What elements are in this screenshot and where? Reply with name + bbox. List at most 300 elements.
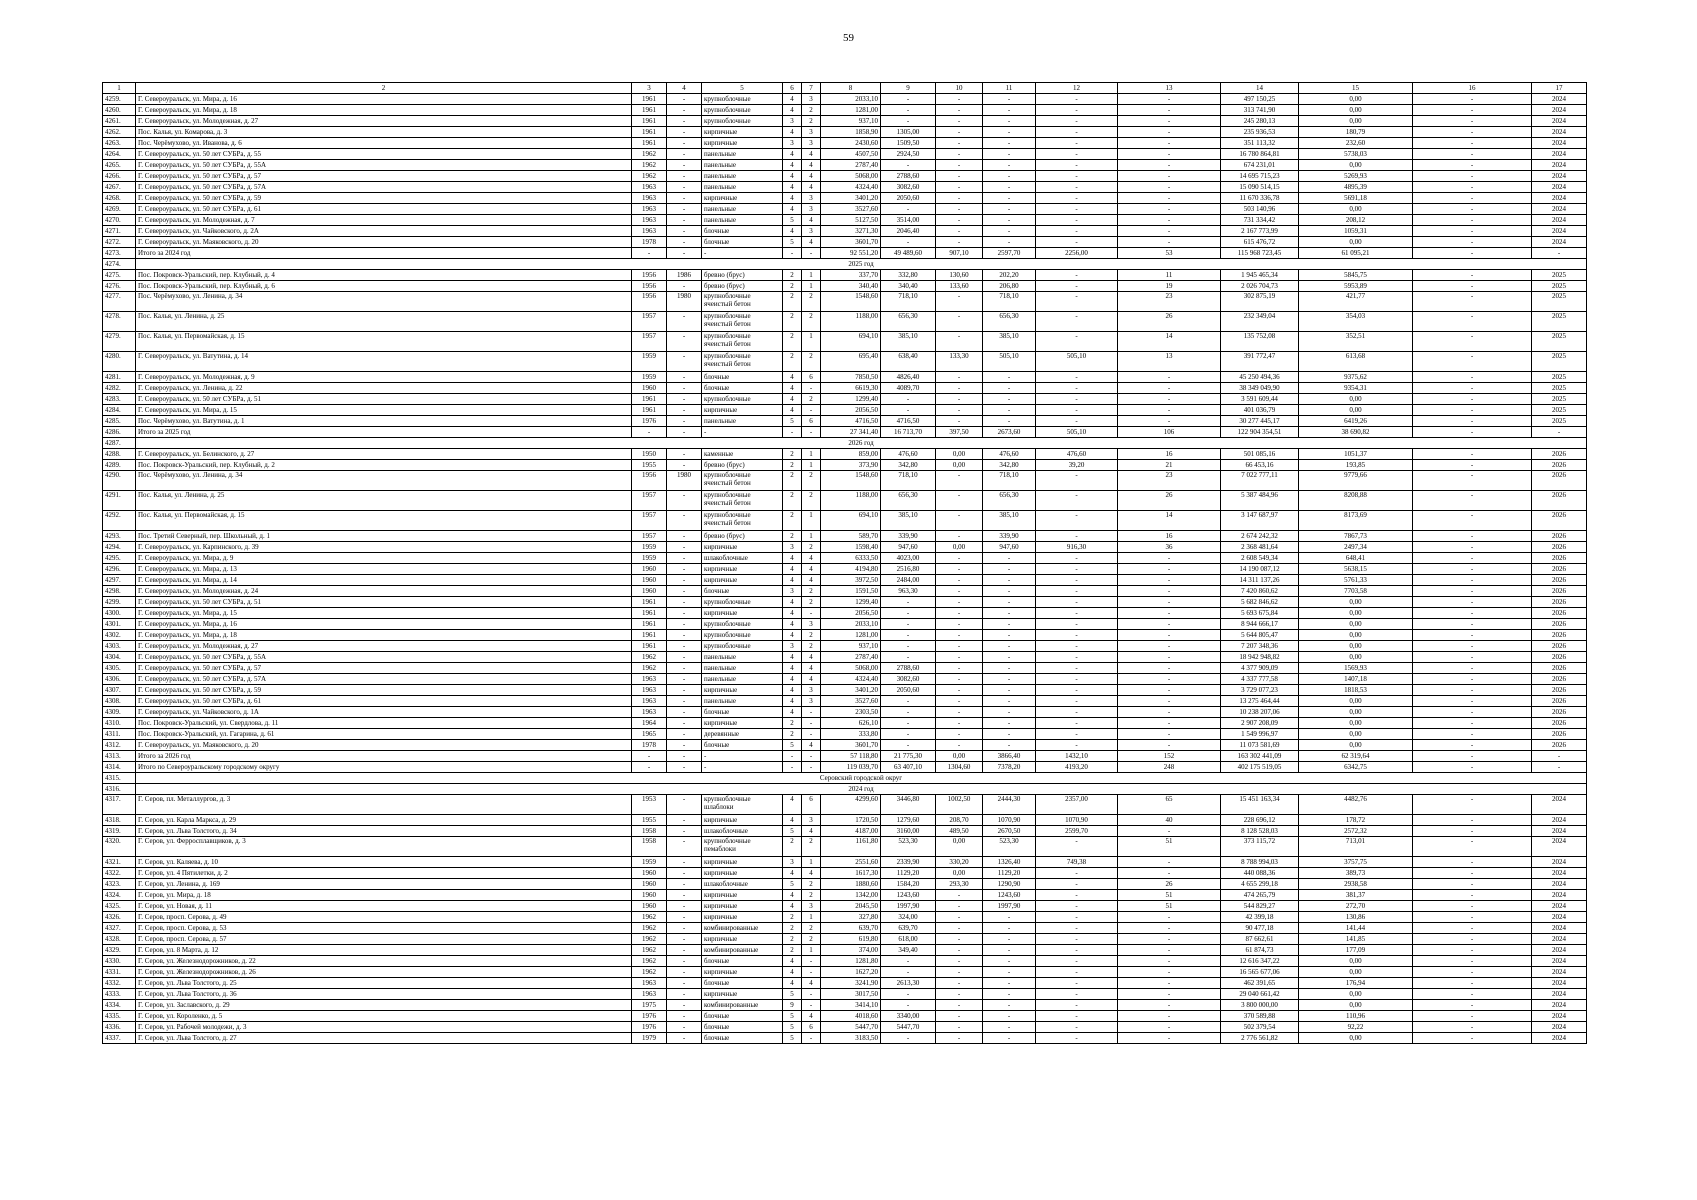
cost-per-sqm: 0,00 xyxy=(1299,707,1413,718)
cost-per-sqm: 3757,75 xyxy=(1299,857,1413,868)
residential-area: - xyxy=(881,394,936,405)
area-private: 342,80 xyxy=(983,460,1036,471)
area-municipal: - xyxy=(936,127,983,138)
col-16: - xyxy=(1413,707,1532,718)
area-municipal: - xyxy=(936,491,983,511)
entrances: - xyxy=(802,1000,821,1011)
build-year: 1961 xyxy=(632,105,667,116)
area-other: - xyxy=(1036,491,1118,511)
residents: - xyxy=(1118,826,1221,837)
area-other: - xyxy=(1036,215,1118,226)
build-year: - xyxy=(632,751,667,762)
area-private: - xyxy=(983,171,1036,182)
table-row xyxy=(103,685,1587,696)
total-area: 5068,00 xyxy=(821,171,881,182)
header-cell: 8 xyxy=(821,83,881,94)
table-row xyxy=(103,564,1587,575)
col-16: - xyxy=(1413,372,1532,383)
reconstruction-year: - xyxy=(667,352,702,372)
wall-material: кирпичные xyxy=(702,815,783,826)
residential-area: 638,40 xyxy=(881,352,936,372)
build-year: 1959 xyxy=(632,542,667,553)
cost-per-sqm: 0,00 xyxy=(1299,696,1413,707)
area-other: 505,10 xyxy=(1036,352,1118,372)
cost-estimate: 38 349 049,90 xyxy=(1221,383,1299,394)
table-row xyxy=(103,182,1587,193)
section-title: Серовский городской округ xyxy=(136,773,1587,784)
area-other: - xyxy=(1036,619,1118,630)
total-area: 3183,50 xyxy=(821,1033,881,1044)
reconstruction-year: - xyxy=(667,449,702,460)
residents: - xyxy=(1118,967,1221,978)
reconstruction-year: - xyxy=(667,890,702,901)
total-area: 1548,60 xyxy=(821,292,881,312)
cost-per-sqm: 62 319,64 xyxy=(1299,751,1413,762)
floors: 4 xyxy=(783,978,802,989)
cost-estimate: 5 644 805,47 xyxy=(1221,630,1299,641)
reconstruction-year: 1986 xyxy=(667,270,702,281)
floors: 2 xyxy=(783,332,802,352)
row-number: 4262. xyxy=(103,127,136,138)
residential-area: - xyxy=(881,956,936,967)
area-municipal: - xyxy=(936,193,983,204)
area-private: - xyxy=(983,608,1036,619)
entrances: 4 xyxy=(802,978,821,989)
reconstruction-year: 1980 xyxy=(667,292,702,312)
residents: 248 xyxy=(1118,762,1221,773)
cost-per-sqm: 0,00 xyxy=(1299,630,1413,641)
table-row xyxy=(103,912,1587,923)
col-16: - xyxy=(1413,542,1532,553)
row-number: 4267. xyxy=(103,182,136,193)
total-area: 3527,60 xyxy=(821,696,881,707)
planned-year: 2024 xyxy=(1532,890,1587,901)
total-area: 1281,00 xyxy=(821,630,881,641)
residential-area: 5447,70 xyxy=(881,1022,936,1033)
residents: 13 xyxy=(1118,352,1221,372)
area-private: - xyxy=(983,912,1036,923)
total-area: 3241,90 xyxy=(821,978,881,989)
cost-per-sqm: 648,41 xyxy=(1299,553,1413,564)
residential-area: 2339,90 xyxy=(881,857,936,868)
col-16: - xyxy=(1413,416,1532,427)
residential-area: 21 775,30 xyxy=(881,751,936,762)
entrances: 2 xyxy=(802,641,821,652)
build-year: - xyxy=(632,248,667,259)
wall-material: блочные xyxy=(702,383,783,394)
wall-material: блочные xyxy=(702,956,783,967)
reconstruction-year: - xyxy=(667,696,702,707)
planned-year: 2025 xyxy=(1532,394,1587,405)
area-municipal: - xyxy=(936,511,983,531)
build-year: 1960 xyxy=(632,564,667,575)
residents: - xyxy=(1118,912,1221,923)
residential-area: 2050,60 xyxy=(881,685,936,696)
build-year: 1955 xyxy=(632,460,667,471)
row-number: 4303. xyxy=(103,641,136,652)
entrances: 4 xyxy=(802,149,821,160)
residential-area: - xyxy=(881,718,936,729)
area-municipal: - xyxy=(936,1000,983,1011)
residential-area: - xyxy=(881,630,936,641)
planned-year: 2024 xyxy=(1532,815,1587,826)
residential-area: 16 713,70 xyxy=(881,427,936,438)
area-private: - xyxy=(983,105,1036,116)
area-other: - xyxy=(1036,956,1118,967)
col-16: - xyxy=(1413,586,1532,597)
build-year: 1962 xyxy=(632,923,667,934)
area-municipal: - xyxy=(936,105,983,116)
area-other: - xyxy=(1036,978,1118,989)
wall-material: крупноблочные xyxy=(702,619,783,630)
residents: - xyxy=(1118,138,1221,149)
area-municipal: - xyxy=(936,707,983,718)
area-other: - xyxy=(1036,674,1118,685)
row-number: 4291. xyxy=(103,491,136,511)
residents: 51 xyxy=(1118,837,1221,857)
area-other: - xyxy=(1036,707,1118,718)
planned-year: 2025 xyxy=(1532,332,1587,352)
address: Г. Серов, ул. Короленко, д. 5 xyxy=(136,1011,632,1022)
entrances: 1 xyxy=(802,912,821,923)
total-area: 3401,20 xyxy=(821,685,881,696)
planned-year: 2026 xyxy=(1532,718,1587,729)
area-private: 7378,20 xyxy=(983,762,1036,773)
wall-material: кирпичные xyxy=(702,901,783,912)
total-area: 937,10 xyxy=(821,641,881,652)
reconstruction-year: - xyxy=(667,332,702,352)
area-other: - xyxy=(1036,663,1118,674)
reconstruction-year: - xyxy=(667,127,702,138)
cost-per-sqm: 6342,75 xyxy=(1299,762,1413,773)
area-municipal: - xyxy=(936,641,983,652)
wall-material: бревно (брус) xyxy=(702,531,783,542)
area-private: 718,10 xyxy=(983,471,1036,491)
cost-estimate: 3 800 000,00 xyxy=(1221,1000,1299,1011)
cost-estimate: 10 238 207,06 xyxy=(1221,707,1299,718)
area-municipal: 208,70 xyxy=(936,815,983,826)
residents: - xyxy=(1118,696,1221,707)
cost-estimate: 615 476,72 xyxy=(1221,237,1299,248)
cost-estimate: 14 190 087,12 xyxy=(1221,564,1299,575)
area-private: - xyxy=(983,116,1036,127)
area-municipal: 293,30 xyxy=(936,879,983,890)
total-area: 626,10 xyxy=(821,718,881,729)
area-other: - xyxy=(1036,837,1118,857)
entrances: - xyxy=(802,989,821,1000)
reconstruction-year: - xyxy=(667,491,702,511)
area-private: - xyxy=(983,416,1036,427)
col-16: - xyxy=(1413,160,1532,171)
residents: 65 xyxy=(1118,795,1221,815)
area-municipal: 133,60 xyxy=(936,281,983,292)
residential-area: 342,80 xyxy=(881,460,936,471)
address: Г. Серов, ул. Каляева, д. 10 xyxy=(136,857,632,868)
planned-year: 2024 xyxy=(1532,160,1587,171)
header-cell: 14 xyxy=(1221,83,1299,94)
floors: 5 xyxy=(783,879,802,890)
wall-material: блочные xyxy=(702,1022,783,1033)
address: Г. Серов, ул. Рабочей молодежи, д. 3 xyxy=(136,1022,632,1033)
area-private: - xyxy=(983,630,1036,641)
area-other: - xyxy=(1036,270,1118,281)
entrances: 4 xyxy=(802,182,821,193)
col-16: - xyxy=(1413,663,1532,674)
row-number: 4300. xyxy=(103,608,136,619)
entrances: 2 xyxy=(802,630,821,641)
address: Г. Серов, ул. Новая, д. 11 xyxy=(136,901,632,912)
header-cell: 9 xyxy=(881,83,936,94)
residential-area: - xyxy=(881,94,936,105)
entrances: 1 xyxy=(802,281,821,292)
total-area: 694,10 xyxy=(821,332,881,352)
planned-year: 2024 xyxy=(1532,149,1587,160)
floors: 4 xyxy=(783,967,802,978)
col-16: - xyxy=(1413,215,1532,226)
planned-year: 2026 xyxy=(1532,460,1587,471)
wall-material: шлакоблочные xyxy=(702,826,783,837)
area-municipal: - xyxy=(936,531,983,542)
planned-year: 2024 xyxy=(1532,171,1587,182)
cost-estimate: 497 150,25 xyxy=(1221,94,1299,105)
area-municipal: - xyxy=(936,890,983,901)
area-other: 749,38 xyxy=(1036,857,1118,868)
build-year: 1958 xyxy=(632,837,667,857)
residents: - xyxy=(1118,597,1221,608)
address: Итого по Североуральскому городскому округу xyxy=(136,762,632,773)
cost-per-sqm: 0,00 xyxy=(1299,718,1413,729)
area-private: - xyxy=(983,923,1036,934)
floors: 5 xyxy=(783,237,802,248)
residents: - xyxy=(1118,641,1221,652)
area-municipal: 133,30 xyxy=(936,352,983,372)
table-row xyxy=(103,471,1587,491)
address: Г. Североуральск, ул. Мира, д. 18 xyxy=(136,105,632,116)
planned-year: 2024 xyxy=(1532,868,1587,879)
col-16: - xyxy=(1413,248,1532,259)
entrances: 3 xyxy=(802,226,821,237)
table-row xyxy=(103,237,1587,248)
wall-material: кирпичные xyxy=(702,685,783,696)
area-private: - xyxy=(983,383,1036,394)
cost-estimate: 8 788 994,03 xyxy=(1221,857,1299,868)
cost-estimate: 2 776 561,82 xyxy=(1221,1033,1299,1044)
address: Г. Североуральск, ул. 50 лет СУБРа, д. 55А xyxy=(136,160,632,171)
address: Г. Серов, ул. 8 Марта, д. 12 xyxy=(136,945,632,956)
page-number: 59 xyxy=(843,32,854,44)
planned-year: 2026 xyxy=(1532,597,1587,608)
area-private: - xyxy=(983,372,1036,383)
residential-area: 2613,30 xyxy=(881,978,936,989)
address: Г. Североуральск, ул. Мира, д. 15 xyxy=(136,405,632,416)
planned-year: 2024 xyxy=(1532,226,1587,237)
area-municipal: - xyxy=(936,237,983,248)
cost-per-sqm: 0,00 xyxy=(1299,1000,1413,1011)
area-municipal: - xyxy=(936,630,983,641)
entrances: 2 xyxy=(802,312,821,332)
planned-year: 2026 xyxy=(1532,685,1587,696)
residential-area: 4089,70 xyxy=(881,383,936,394)
floors: 9 xyxy=(783,1000,802,1011)
cost-estimate: 391 772,47 xyxy=(1221,352,1299,372)
area-other: - xyxy=(1036,586,1118,597)
cost-per-sqm: 208,12 xyxy=(1299,215,1413,226)
reconstruction-year: - xyxy=(667,312,702,332)
reconstruction-year: - xyxy=(667,837,702,857)
entrances: - xyxy=(802,967,821,978)
area-other: - xyxy=(1036,597,1118,608)
wall-material: крупноблочные xyxy=(702,116,783,127)
area-municipal: - xyxy=(936,901,983,912)
section-row xyxy=(103,773,1587,784)
build-year: 1976 xyxy=(632,1022,667,1033)
address: Г. Североуральск, ул. Карпинского, д. 39 xyxy=(136,542,632,553)
address: Г. Североуральск, ул. 50 лет СУБРа, д. 55А xyxy=(136,652,632,663)
build-year: 1963 xyxy=(632,696,667,707)
planned-year: 2024 xyxy=(1532,857,1587,868)
area-private: - xyxy=(983,405,1036,416)
floors: 4 xyxy=(783,160,802,171)
row-number: 4270. xyxy=(103,215,136,226)
residents: - xyxy=(1118,652,1221,663)
area-municipal: - xyxy=(936,215,983,226)
address: Г. Североуральск, ул. Молодежная, д. 7 xyxy=(136,215,632,226)
cost-estimate: 42 399,18 xyxy=(1221,912,1299,923)
residential-area: - xyxy=(881,652,936,663)
build-year: 1961 xyxy=(632,127,667,138)
wall-material: шлакоблочные xyxy=(702,879,783,890)
cost-estimate: 402 175 519,05 xyxy=(1221,762,1299,773)
area-municipal: - xyxy=(936,1033,983,1044)
area-municipal: - xyxy=(936,945,983,956)
area-other: - xyxy=(1036,934,1118,945)
total-area: 7850,50 xyxy=(821,372,881,383)
total-area: 4324,40 xyxy=(821,182,881,193)
wall-material: кирпичные xyxy=(702,564,783,575)
planned-year: 2026 xyxy=(1532,449,1587,460)
section-title: 2026 год xyxy=(136,438,1587,449)
area-private: 2670,50 xyxy=(983,826,1036,837)
total-area: 5127,50 xyxy=(821,215,881,226)
area-other: 476,60 xyxy=(1036,449,1118,460)
residents: - xyxy=(1118,105,1221,116)
build-year: 1964 xyxy=(632,718,667,729)
reconstruction-year: - xyxy=(667,193,702,204)
cost-per-sqm: 9354,31 xyxy=(1299,383,1413,394)
entrances: 2 xyxy=(802,105,821,116)
row-number: 4266. xyxy=(103,171,136,182)
wall-material: кирпичные xyxy=(702,127,783,138)
reconstruction-year: - xyxy=(667,94,702,105)
cost-per-sqm: 5738,03 xyxy=(1299,149,1413,160)
row-number: 4332. xyxy=(103,978,136,989)
cost-per-sqm: 5638,15 xyxy=(1299,564,1413,575)
total-area: 57 118,80 xyxy=(821,751,881,762)
residential-area: 3160,00 xyxy=(881,826,936,837)
build-year: 1963 xyxy=(632,215,667,226)
cost-estimate: 4 655 299,18 xyxy=(1221,879,1299,890)
cost-estimate: 14 311 137,26 xyxy=(1221,575,1299,586)
row-number: 4285. xyxy=(103,416,136,427)
cost-estimate: 2 907 208,09 xyxy=(1221,718,1299,729)
build-year: 1961 xyxy=(632,138,667,149)
area-other: - xyxy=(1036,531,1118,542)
cost-estimate: 11 073 581,69 xyxy=(1221,740,1299,751)
row-number: 4292. xyxy=(103,511,136,531)
build-year: 1961 xyxy=(632,630,667,641)
cost-per-sqm: 5845,75 xyxy=(1299,270,1413,281)
area-private: 3866,40 xyxy=(983,751,1036,762)
wall-material: деревянные xyxy=(702,729,783,740)
residential-area: - xyxy=(881,707,936,718)
build-year: 1960 xyxy=(632,383,667,394)
floors: 5 xyxy=(783,740,802,751)
total-area: 327,80 xyxy=(821,912,881,923)
planned-year: 2024 xyxy=(1532,837,1587,857)
cost-estimate: 30 277 445,17 xyxy=(1221,416,1299,427)
table-row xyxy=(103,740,1587,751)
wall-material: крупноблочные ячеистый бетон xyxy=(702,312,783,332)
area-municipal: - xyxy=(936,696,983,707)
reconstruction-year: - xyxy=(667,707,702,718)
col-16: - xyxy=(1413,901,1532,912)
area-private: - xyxy=(983,663,1036,674)
planned-year: 2025 xyxy=(1532,270,1587,281)
area-private: 385,10 xyxy=(983,332,1036,352)
area-other: 1070,90 xyxy=(1036,815,1118,826)
area-municipal: - xyxy=(936,652,983,663)
table-row xyxy=(103,837,1587,857)
total-area: 695,40 xyxy=(821,352,881,372)
planned-year: - xyxy=(1532,248,1587,259)
cost-per-sqm: 389,73 xyxy=(1299,868,1413,879)
residential-area: 3514,00 xyxy=(881,215,936,226)
area-other: - xyxy=(1036,630,1118,641)
residents: - xyxy=(1118,226,1221,237)
reconstruction-year: - xyxy=(667,608,702,619)
area-other: - xyxy=(1036,332,1118,352)
entrances: 3 xyxy=(802,685,821,696)
area-municipal: 0,00 xyxy=(936,460,983,471)
reconstruction-year: - xyxy=(667,372,702,383)
residential-area: 2050,60 xyxy=(881,193,936,204)
table-row xyxy=(103,449,1587,460)
area-private: 947,60 xyxy=(983,542,1036,553)
residents: - xyxy=(1118,868,1221,879)
floors: 2 xyxy=(783,923,802,934)
residential-area: - xyxy=(881,405,936,416)
area-private: - xyxy=(983,1011,1036,1022)
reconstruction-year: - xyxy=(667,237,702,248)
section-title: 2025 год xyxy=(136,259,1587,270)
floors: 4 xyxy=(783,868,802,879)
col-16: - xyxy=(1413,149,1532,160)
planned-year: 2026 xyxy=(1532,531,1587,542)
table-row xyxy=(103,879,1587,890)
total-area: 6619,30 xyxy=(821,383,881,394)
col-16: - xyxy=(1413,967,1532,978)
residents: 14 xyxy=(1118,332,1221,352)
total-area: 4299,60 xyxy=(821,795,881,815)
build-year: 1975 xyxy=(632,1000,667,1011)
row-number: 4304. xyxy=(103,652,136,663)
reconstruction-year: - xyxy=(667,912,702,923)
floors: 4 xyxy=(783,171,802,182)
cost-estimate: 16 780 864,81 xyxy=(1221,149,1299,160)
cost-per-sqm: 0,00 xyxy=(1299,94,1413,105)
col-16: - xyxy=(1413,1022,1532,1033)
cost-estimate: 235 936,53 xyxy=(1221,127,1299,138)
